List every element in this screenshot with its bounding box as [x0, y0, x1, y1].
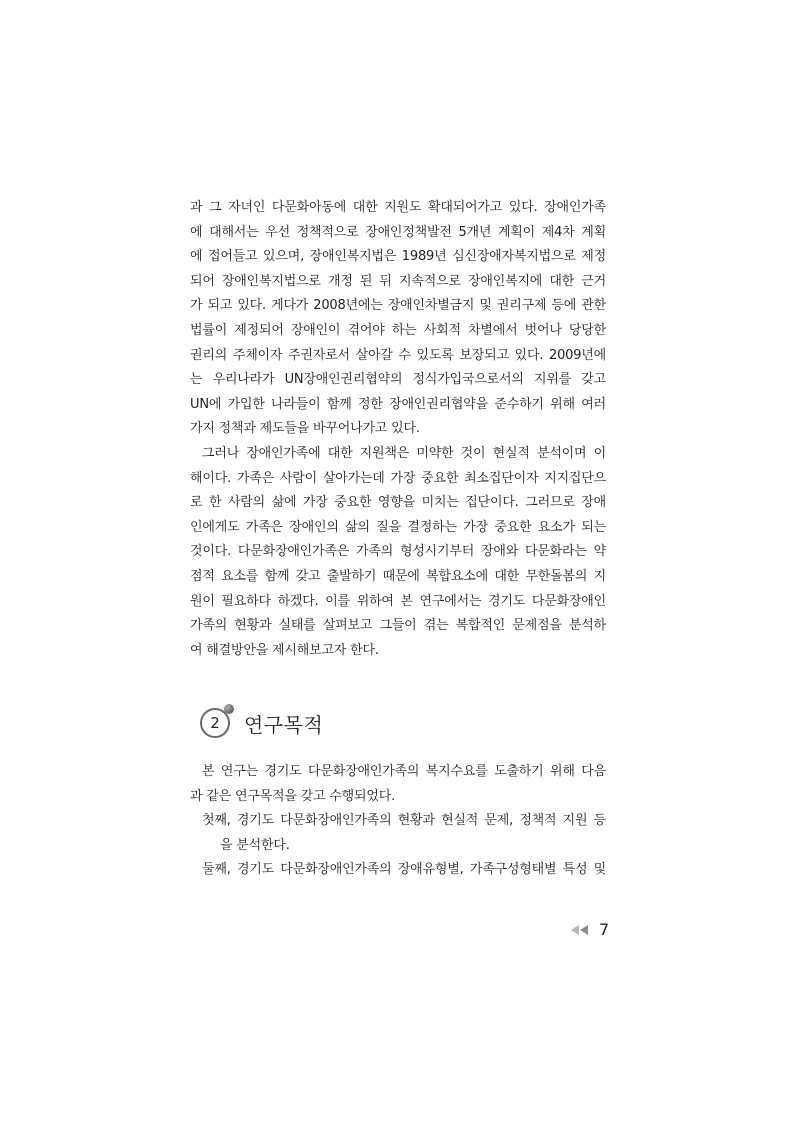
- double-arrow-left-icon: [571, 925, 589, 935]
- page-footer: [571, 920, 609, 939]
- list-item-line: 둘째, 경기도 다문화장애인가족의 장애유형별, 가족구성형태별 특성 및: [202, 862, 606, 878]
- section-number: 2: [210, 714, 220, 732]
- paragraph-line: 가 되고 있다. 게다가 2008년에는 장애인차별금지 및 권리구제 등에 관한: [190, 298, 606, 314]
- section-title: 연구목적: [244, 712, 324, 737]
- paragraph-line: 그러나 장애인가족에 대한 지원책은 미약한 것이 현실적 분석이며 이: [202, 446, 606, 461]
- paragraph-line: 여 해결방안을 제시해보고자 한다.: [190, 642, 379, 658]
- body-paragraph-2: [190, 442, 606, 663]
- badge-dot-icon: [224, 704, 234, 714]
- paragraph-line: 는 우리나라가 UN장애인권리협약의 정식가입국으로서의 지위를 갖고: [190, 372, 606, 388]
- paragraph-line: 권리의 주체이자 주권자로서 살아갈 수 있도록 보장되고 있다. 2009년에: [190, 347, 606, 363]
- paragraph-line: 에 대해서는 우선 정책적으로 장애인정책발전 5개년 계획이 제4차 계획: [190, 224, 606, 240]
- list-item-line: 첫째, 경기도 다문화장애인가족의 현황과 현실적 문제, 정책적 지원 등: [202, 813, 606, 829]
- paragraph-line: 가지 정책과 제도들을 바꾸어나가고 있다.: [190, 421, 420, 437]
- paragraph-line: 인에게도 가족은 장애인의 삶의 질을 결정하는 가장 중요한 요소가 되는: [190, 519, 606, 535]
- paragraph-line: 되어 장애인복지법으로 개정 된 뒤 지속적으로 장애인복지에 대한 근거: [190, 273, 606, 289]
- paragraph-line: 과 같은 연구목적을 갖고 수행되었다.: [190, 788, 396, 804]
- page-number: 7: [599, 920, 610, 939]
- paragraph-line: 가족의 현황과 실태를 살펴보고 그들이 겪는 복합적인 문제점을 분석하: [190, 618, 606, 634]
- paragraph-line: 법률이 제정되어 장애인이 겪어야 하는 사회적 차별에서 벗어나 당당한: [190, 322, 606, 338]
- paragraph-line: 과 그 자녀인 다문화아동에 대한 지원도 확대되어가고 있다. 장애인가족: [190, 200, 606, 215]
- section-body: [190, 760, 606, 883]
- list-item-line: 을 분석한다.: [220, 837, 290, 853]
- paragraph-line: 점적 요소를 함께 갖고 출발하기 때문에 복합요소에 대한 무한돌봄의 지: [190, 568, 606, 584]
- section-heading: [200, 703, 323, 743]
- paragraph-line: 것이다. 다문화장애인가족은 가족의 형성시기부터 장애와 다문화라는 약: [190, 544, 606, 560]
- paragraph-line: 에 접어들고 있으며, 장애인복지법은 1989년 심신장애자복지법으로 제정: [190, 249, 606, 265]
- body-paragraph-1: [190, 196, 606, 442]
- paragraph-line: 본 연구는 경기도 다문화장애인가족의 복지수요를 도출하기 위해 다음: [202, 764, 606, 779]
- paragraph-line: 원이 필요하다 하겠다. 이를 위하여 본 연구에서는 경기도 다문화장애인: [190, 593, 606, 609]
- paragraph-line: 로 한 사람의 삶에 가장 중요한 영향을 미치는 집단이다. 그러므로 장애: [190, 495, 606, 511]
- section-number-badge: [200, 708, 230, 738]
- paragraph-line: UN에 가입한 나라들이 함께 정한 장애인권리협약을 준수하기 위해 여러: [190, 396, 606, 412]
- paragraph-line: 해이다. 가족은 사람이 살아가는데 가장 중요한 최소집단이자 지지집단으: [190, 470, 606, 486]
